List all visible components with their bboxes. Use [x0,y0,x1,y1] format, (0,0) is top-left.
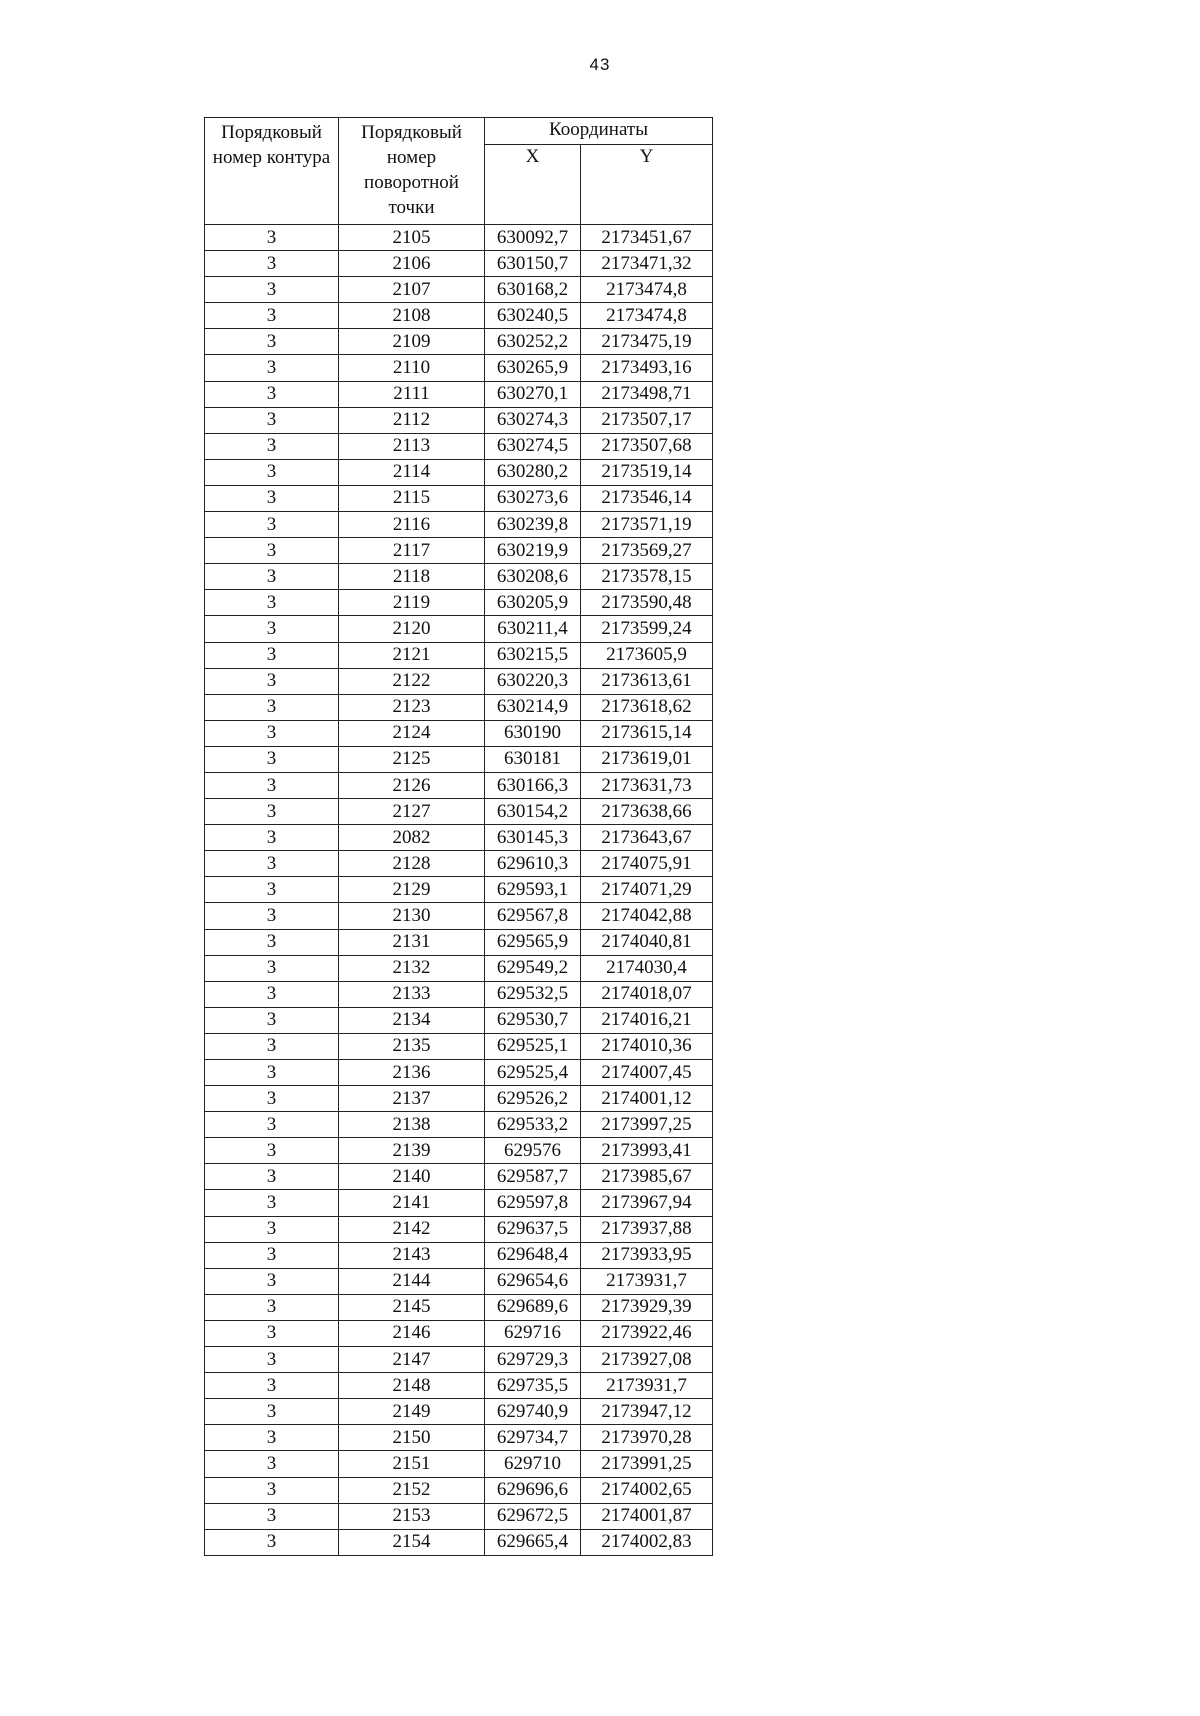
contour-number-cell: 3 [205,799,339,825]
table-row [205,512,713,538]
table-row [205,225,713,251]
table-header [205,118,713,225]
y-coordinate-cell: 2173643,67 [581,825,713,851]
table-row [205,981,713,1007]
point-number-cell: 2115 [339,485,485,511]
point-number-cell: 2131 [339,929,485,955]
x-coordinate-cell: 629716 [485,1320,581,1346]
x-coordinate-cell: 630092,7 [485,225,581,251]
point-number-cell: 2140 [339,1164,485,1190]
table-row [205,459,713,485]
contour-number-cell: 3 [205,1112,339,1138]
point-number-cell: 2132 [339,955,485,981]
y-coordinate-cell: 2173638,66 [581,799,713,825]
table-row [205,1268,713,1294]
x-coordinate-cell: 629610,3 [485,851,581,877]
table-row [205,668,713,694]
table-row [205,1216,713,1242]
table-row [205,251,713,277]
point-number-cell: 2128 [339,851,485,877]
point-number-cell: 2111 [339,381,485,407]
table-row [205,329,713,355]
y-coordinate-cell: 2173927,08 [581,1347,713,1373]
x-coordinate-cell: 630190 [485,720,581,746]
point-number-cell: 2122 [339,668,485,694]
contour-number-cell: 3 [205,433,339,459]
y-coordinate-cell: 2173967,94 [581,1190,713,1216]
contour-number-cell: 3 [205,1216,339,1242]
x-coordinate-cell: 630280,2 [485,459,581,485]
table-row [205,642,713,668]
contour-number-cell: 3 [205,1477,339,1503]
contour-number-cell: 3 [205,1060,339,1086]
x-coordinate-cell: 629710 [485,1451,581,1477]
x-coordinate-cell: 630219,9 [485,538,581,564]
y-coordinate-cell: 2173590,48 [581,590,713,616]
table-row [205,1190,713,1216]
x-coordinate-cell: 629525,1 [485,1033,581,1059]
x-coordinate-cell: 629689,6 [485,1294,581,1320]
point-number-cell: 2148 [339,1373,485,1399]
y-coordinate-cell: 2173507,68 [581,433,713,459]
y-coordinate-cell: 2174040,81 [581,929,713,955]
y-coordinate-cell: 2173631,73 [581,772,713,798]
header-coordinates: Координаты [485,118,713,145]
point-number-cell: 2137 [339,1086,485,1112]
contour-number-cell: 3 [205,616,339,642]
contour-number-cell: 3 [205,564,339,590]
contour-number-cell: 3 [205,1451,339,1477]
x-coordinate-cell: 629696,6 [485,1477,581,1503]
table-row [205,772,713,798]
point-number-cell: 2146 [339,1320,485,1346]
x-coordinate-cell: 630150,7 [485,251,581,277]
point-number-cell: 2152 [339,1477,485,1503]
y-coordinate-cell: 2173931,7 [581,1268,713,1294]
contour-number-cell: 3 [205,251,339,277]
point-number-cell: 2125 [339,746,485,772]
contour-number-cell: 3 [205,459,339,485]
y-coordinate-cell: 2173929,39 [581,1294,713,1320]
x-coordinate-cell: 629567,8 [485,903,581,929]
x-coordinate-cell: 629735,5 [485,1373,581,1399]
point-number-cell: 2151 [339,1451,485,1477]
point-number-cell: 2106 [339,251,485,277]
contour-number-cell: 3 [205,981,339,1007]
y-coordinate-cell: 2173474,8 [581,277,713,303]
y-coordinate-cell: 2174007,45 [581,1060,713,1086]
y-coordinate-cell: 2173578,15 [581,564,713,590]
table-row [205,1007,713,1033]
y-coordinate-cell: 2173571,19 [581,512,713,538]
point-number-cell: 2109 [339,329,485,355]
x-coordinate-cell: 630274,5 [485,433,581,459]
table-row [205,485,713,511]
contour-number-cell: 3 [205,1529,339,1555]
y-coordinate-cell: 2174071,29 [581,877,713,903]
x-coordinate-cell: 629530,7 [485,1007,581,1033]
y-coordinate-cell: 2174075,91 [581,851,713,877]
y-coordinate-cell: 2173970,28 [581,1425,713,1451]
table-row [205,590,713,616]
x-coordinate-cell: 630145,3 [485,825,581,851]
x-coordinate-cell: 629665,4 [485,1529,581,1555]
x-coordinate-cell: 630208,6 [485,564,581,590]
y-coordinate-cell: 2173507,17 [581,407,713,433]
contour-number-cell: 3 [205,1190,339,1216]
y-coordinate-cell: 2173997,25 [581,1112,713,1138]
point-number-cell: 2147 [339,1347,485,1373]
x-coordinate-cell: 629648,4 [485,1242,581,1268]
x-coordinate-cell: 629672,5 [485,1503,581,1529]
point-number-cell: 2120 [339,616,485,642]
y-coordinate-cell: 2173931,7 [581,1373,713,1399]
contour-number-cell: 3 [205,955,339,981]
y-coordinate-cell: 2173985,67 [581,1164,713,1190]
point-number-cell: 2134 [339,1007,485,1033]
x-coordinate-cell: 630168,2 [485,277,581,303]
x-coordinate-cell: 629526,2 [485,1086,581,1112]
y-coordinate-cell: 2174001,12 [581,1086,713,1112]
table-row [205,799,713,825]
contour-number-cell: 3 [205,1347,339,1373]
header-contour-number: Порядковый номер контура [205,118,339,225]
x-coordinate-cell: 629549,2 [485,955,581,981]
table-row [205,407,713,433]
point-number-cell: 2126 [339,772,485,798]
contour-number-cell: 3 [205,1033,339,1059]
y-coordinate-cell: 2173933,95 [581,1242,713,1268]
contour-number-cell: 3 [205,772,339,798]
header-x: X [485,145,581,225]
table-row [205,1242,713,1268]
table-row [205,1060,713,1086]
point-number-cell: 2129 [339,877,485,903]
x-coordinate-cell: 629525,4 [485,1060,581,1086]
contour-number-cell: 3 [205,485,339,511]
contour-number-cell: 3 [205,851,339,877]
y-coordinate-cell: 2174016,21 [581,1007,713,1033]
y-coordinate-cell: 2173475,19 [581,329,713,355]
contour-number-cell: 3 [205,1294,339,1320]
x-coordinate-cell: 629593,1 [485,877,581,903]
point-number-cell: 2121 [339,642,485,668]
point-number-cell: 2143 [339,1242,485,1268]
y-coordinate-cell: 2173618,62 [581,694,713,720]
table-row [205,1138,713,1164]
point-number-cell: 2133 [339,981,485,1007]
x-coordinate-cell: 630205,9 [485,590,581,616]
table-row [205,1320,713,1346]
x-coordinate-cell: 630239,8 [485,512,581,538]
table-row [205,720,713,746]
contour-number-cell: 3 [205,407,339,433]
contour-number-cell: 3 [205,903,339,929]
y-coordinate-cell: 2173993,41 [581,1138,713,1164]
x-coordinate-cell: 629533,2 [485,1112,581,1138]
table-row [205,746,713,772]
contour-number-cell: 3 [205,355,339,381]
point-number-cell: 2110 [339,355,485,381]
y-coordinate-cell: 2173471,32 [581,251,713,277]
table-row [205,564,713,590]
table-row [205,1347,713,1373]
x-coordinate-cell: 629654,6 [485,1268,581,1294]
point-number-cell: 2149 [339,1399,485,1425]
table-row [205,433,713,459]
point-number-cell: 2144 [339,1268,485,1294]
point-number-cell: 2105 [339,225,485,251]
y-coordinate-cell: 2173569,27 [581,538,713,564]
x-coordinate-cell: 629597,8 [485,1190,581,1216]
table-row [205,381,713,407]
x-coordinate-cell: 629532,5 [485,981,581,1007]
x-coordinate-cell: 630215,5 [485,642,581,668]
table-row [205,355,713,381]
table-row [205,929,713,955]
y-coordinate-cell: 2173546,14 [581,485,713,511]
contour-number-cell: 3 [205,929,339,955]
x-coordinate-cell: 630211,4 [485,616,581,642]
table-row [205,851,713,877]
y-coordinate-cell: 2173451,67 [581,225,713,251]
point-number-cell: 2116 [339,512,485,538]
table-row [205,277,713,303]
point-number-cell: 2127 [339,799,485,825]
x-coordinate-cell: 630274,3 [485,407,581,433]
contour-number-cell: 3 [205,1138,339,1164]
y-coordinate-cell: 2173519,14 [581,459,713,485]
contour-number-cell: 3 [205,1007,339,1033]
contour-number-cell: 3 [205,668,339,694]
table-row [205,1086,713,1112]
point-number-cell: 2142 [339,1216,485,1242]
contour-number-cell: 3 [205,642,339,668]
y-coordinate-cell: 2173474,8 [581,303,713,329]
table-row [205,1399,713,1425]
contour-number-cell: 3 [205,303,339,329]
point-number-cell: 2154 [339,1529,485,1555]
x-coordinate-cell: 630270,1 [485,381,581,407]
contour-number-cell: 3 [205,1164,339,1190]
table-row [205,1373,713,1399]
contour-number-cell: 3 [205,1268,339,1294]
point-number-cell: 2117 [339,538,485,564]
table-row [205,903,713,929]
table-row [205,1033,713,1059]
point-number-cell: 2123 [339,694,485,720]
table-row [205,955,713,981]
table-body [205,225,713,1556]
y-coordinate-cell: 2174018,07 [581,981,713,1007]
header-point-number: Порядковый номер поворотной точки [339,118,485,225]
point-number-cell: 2082 [339,825,485,851]
y-coordinate-cell: 2173947,12 [581,1399,713,1425]
point-number-cell: 2119 [339,590,485,616]
contour-number-cell: 3 [205,720,339,746]
x-coordinate-cell: 630220,3 [485,668,581,694]
coordinates-table [204,117,713,1556]
y-coordinate-cell: 2174030,4 [581,955,713,981]
x-coordinate-cell: 629729,3 [485,1347,581,1373]
x-coordinate-cell: 629576 [485,1138,581,1164]
point-number-cell: 2107 [339,277,485,303]
y-coordinate-cell: 2173619,01 [581,746,713,772]
table-row [205,877,713,903]
y-coordinate-cell: 2173615,14 [581,720,713,746]
point-number-cell: 2150 [339,1425,485,1451]
point-number-cell: 2112 [339,407,485,433]
x-coordinate-cell: 629734,7 [485,1425,581,1451]
table-row [205,825,713,851]
contour-number-cell: 3 [205,277,339,303]
point-number-cell: 2139 [339,1138,485,1164]
contour-number-cell: 3 [205,1425,339,1451]
table-row [205,1503,713,1529]
point-number-cell: 2124 [339,720,485,746]
header-y: Y [581,145,713,225]
y-coordinate-cell: 2174001,87 [581,1503,713,1529]
contour-number-cell: 3 [205,225,339,251]
x-coordinate-cell: 630166,3 [485,772,581,798]
contour-number-cell: 3 [205,1503,339,1529]
x-coordinate-cell: 629637,5 [485,1216,581,1242]
point-number-cell: 2136 [339,1060,485,1086]
table-row [205,1477,713,1503]
x-coordinate-cell: 630252,2 [485,329,581,355]
y-coordinate-cell: 2173922,46 [581,1320,713,1346]
point-number-cell: 2114 [339,459,485,485]
y-coordinate-cell: 2173498,71 [581,381,713,407]
table-row [205,303,713,329]
x-coordinate-cell: 630154,2 [485,799,581,825]
point-number-cell: 2108 [339,303,485,329]
point-number-cell: 2135 [339,1033,485,1059]
y-coordinate-cell: 2174010,36 [581,1033,713,1059]
table-row [205,1112,713,1138]
contour-number-cell: 3 [205,381,339,407]
contour-number-cell: 3 [205,746,339,772]
y-coordinate-cell: 2174042,88 [581,903,713,929]
x-coordinate-cell: 629587,7 [485,1164,581,1190]
table-row [205,1451,713,1477]
y-coordinate-cell: 2173991,25 [581,1451,713,1477]
x-coordinate-cell: 630240,5 [485,303,581,329]
contour-number-cell: 3 [205,1086,339,1112]
contour-number-cell: 3 [205,694,339,720]
x-coordinate-cell: 630214,9 [485,694,581,720]
x-coordinate-cell: 630273,6 [485,485,581,511]
table-row [205,1294,713,1320]
x-coordinate-cell: 629740,9 [485,1399,581,1425]
contour-number-cell: 3 [205,590,339,616]
contour-number-cell: 3 [205,877,339,903]
y-coordinate-cell: 2173937,88 [581,1216,713,1242]
contour-number-cell: 3 [205,538,339,564]
y-coordinate-cell: 2173605,9 [581,642,713,668]
y-coordinate-cell: 2173493,16 [581,355,713,381]
table-row [205,1425,713,1451]
y-coordinate-cell: 2174002,65 [581,1477,713,1503]
y-coordinate-cell: 2174002,83 [581,1529,713,1555]
point-number-cell: 2153 [339,1503,485,1529]
table-row [205,616,713,642]
contour-number-cell: 3 [205,1373,339,1399]
x-coordinate-cell: 629565,9 [485,929,581,955]
table-row [205,694,713,720]
page-number: 43 [589,55,611,74]
y-coordinate-cell: 2173599,24 [581,616,713,642]
point-number-cell: 2113 [339,433,485,459]
contour-number-cell: 3 [205,329,339,355]
table-row [205,1529,713,1555]
x-coordinate-cell: 630265,9 [485,355,581,381]
contour-number-cell: 3 [205,1320,339,1346]
y-coordinate-cell: 2173613,61 [581,668,713,694]
contour-number-cell: 3 [205,1242,339,1268]
contour-number-cell: 3 [205,825,339,851]
point-number-cell: 2138 [339,1112,485,1138]
point-number-cell: 2141 [339,1190,485,1216]
table-row [205,538,713,564]
table-row [205,1164,713,1190]
point-number-cell: 2145 [339,1294,485,1320]
x-coordinate-cell: 630181 [485,746,581,772]
point-number-cell: 2130 [339,903,485,929]
point-number-cell: 2118 [339,564,485,590]
contour-number-cell: 3 [205,512,339,538]
contour-number-cell: 3 [205,1399,339,1425]
